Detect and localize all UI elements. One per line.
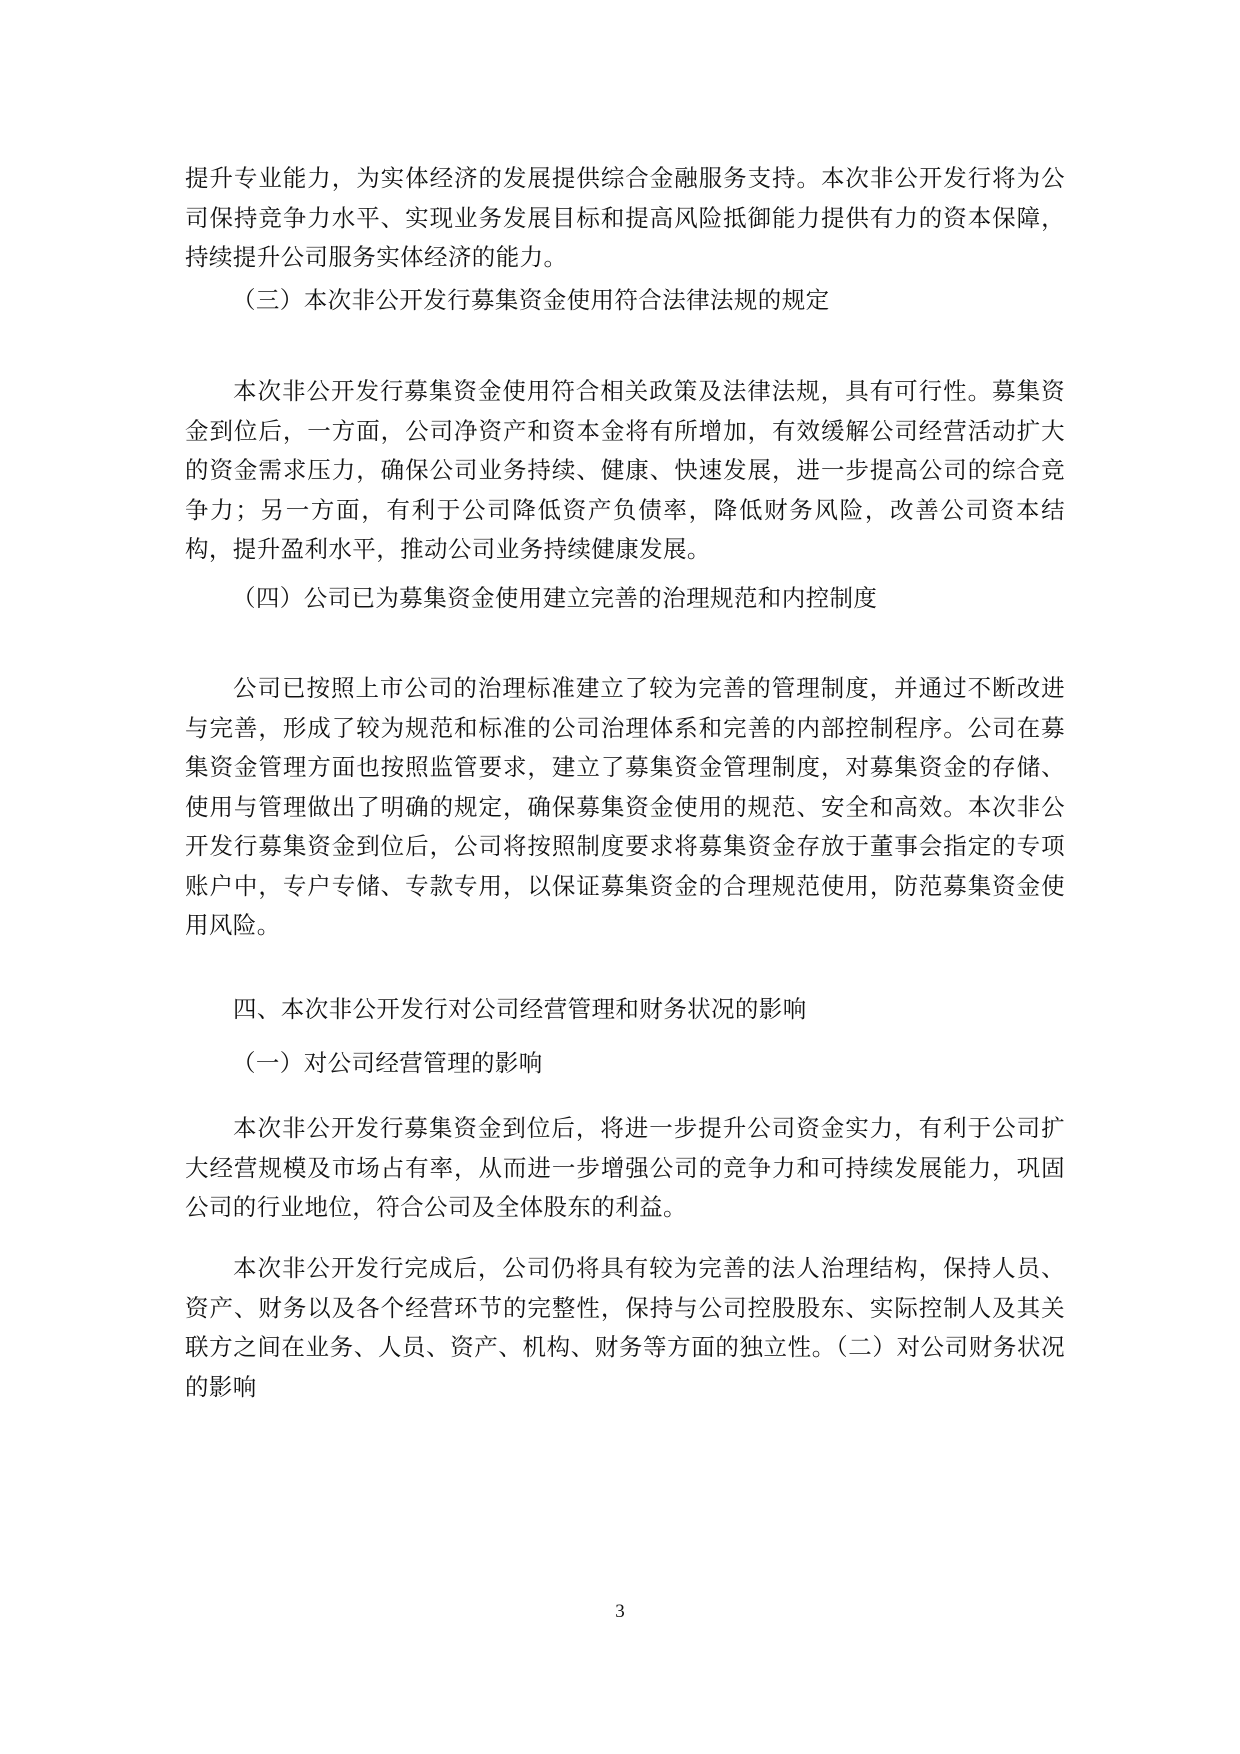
paragraph-operations-impact: 本次非公开发行募集资金到位后，将进一步提升公司资金实力，有利于公司扩大经营规模及市场占有率，从而进一步增强公司的竞争力和可持续发展能力，巩固公司的行业地位，符合公司及全体股东的利益。 [185,1114,1065,1221]
paragraph-capital-support: 提升专业能力，为实体经济的发展提供综合金融服务支持。本次非公开发行将为公司保持竞争力水平、实现业务发展目标和提高风险抵御能力提供有力的资本保障，持续提升公司服务实体经济的能力。 [185,164,1065,271]
page-number: 3 [615,1601,625,1622]
subheading-operations-impact: （一）对公司经营管理的影响 [232,1049,543,1077]
paragraph-legal-compliance: 本次非公开发行募集资金使用符合相关政策及法律法规，具有可行性。募集资金到位后，一方面，公司净资产和资本金将有所增加，有效缓解公司经营活动扩大的资金需求压力，确保公司业务持续、健康、快速发展，进一步提高公司的综合竞争力；另一方面，有利于公司降低资产负债率，降低财务风险，改善公司资本结构，提升盈利水平，推动公司业务持续健康发展。 [185,377,1065,563]
subheading-governance: （四）公司已为募集资金使用建立完善的治理规范和内控制度 [232,584,878,612]
section-heading-impact: 四、本次非公开发行对公司经营管理和财务状况的影响 [233,995,807,1023]
paragraph-governance: 公司已按照上市公司的治理标准建立了较为完善的管理制度，并通过不断改进与完善，形成了较为规范和标准的公司治理体系和完善的内部控制程序。公司在募集资金管理方面也按照监管要求，建立了募集资金管理制度，对募集资金的存储、使用与管理做出了明确的规定，确保募集资金使用的规范、安全和高效。本次非公开发行募集资金到位后，公司将按照制度要求将募集资金存放于董事会指定的专项账户中，专户专储、专款专用，以保证募集资金的合理规范使用，防范募集资金使用风险。 [185,674,1065,939]
subheading-legal-compliance: （三）本次非公开发行募集资金使用符合法律法规的规定 [232,286,830,314]
paragraph-independence: 本次非公开发行完成后，公司仍将具有较为完善的法人治理结构，保持人员、资产、财务以及各个经营环节的完整性，保持与公司控股股东、实际控制人及其关联方之间在业务、人员、资产、机构、财务等方面的独立性。（二）对公司财务状况的影响 [185,1254,1065,1401]
